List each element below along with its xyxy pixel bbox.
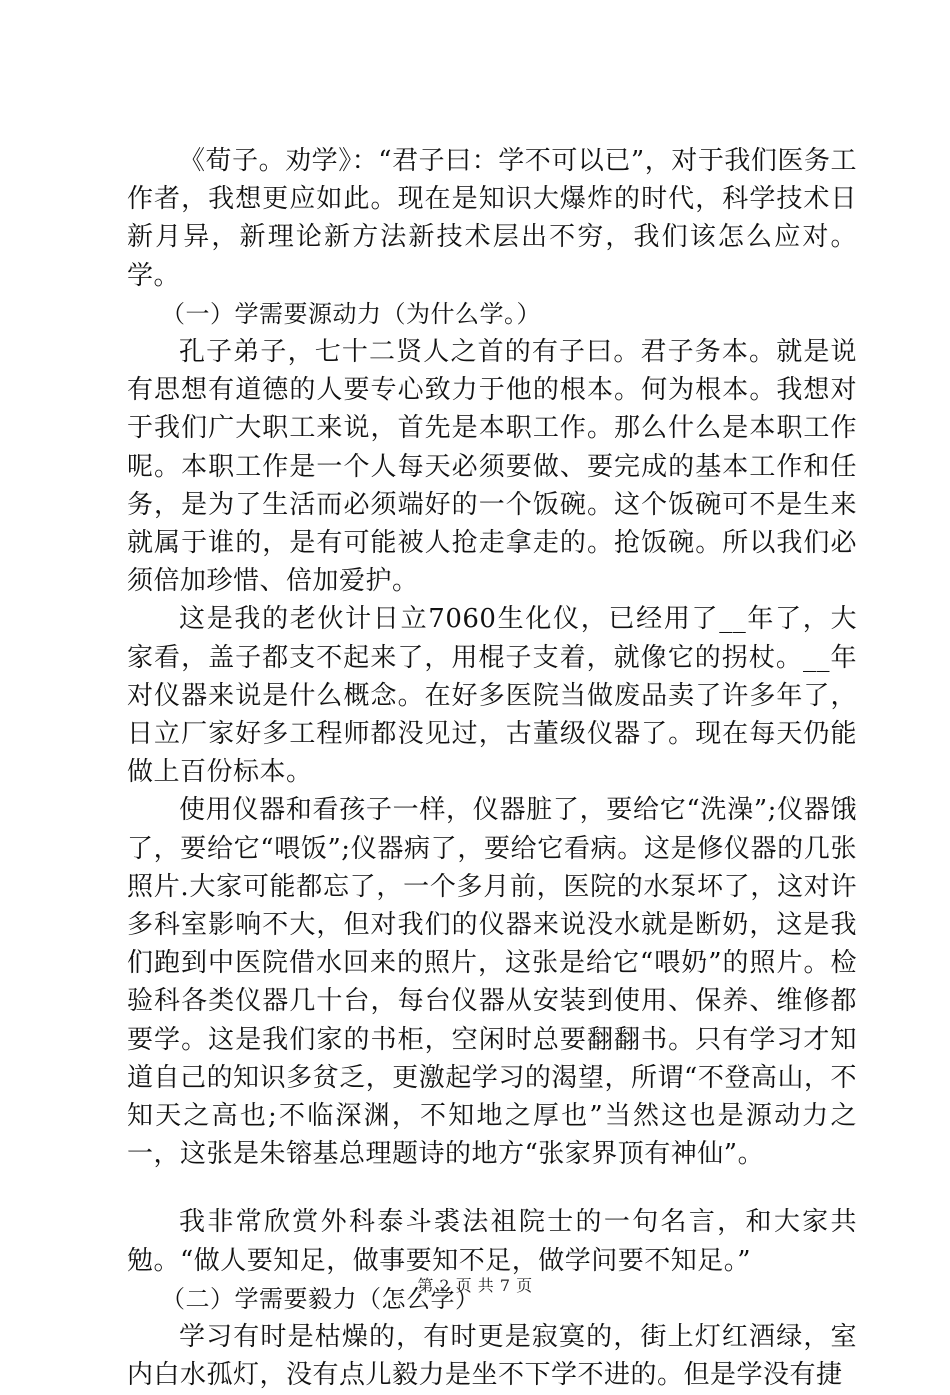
document-body — [127, 142, 857, 1395]
paragraph-instrument-care: 使用仪器和看孩子一样，仪器脏了，要给它“洗澡”;仪器饿了，要给它“喂饭”;仪器病了，要给它看病。这是修仪器的几张照片.大家可能都忘了，一个多月前，医院的水泵坏了，这对许多科室影响不大，但对我们的仪器来说没水就是断奶，这是我们跑到中医院借水回来的照片，这张是给它“喂奶”的照片。检验科各类仪器几十台，每台仪器从安装到使用、保养、维修都要学。这是我们家的书柜，空闲时总要翻翻书。只有学习才知道自己的知识多贫乏，更激起学习的渴望，所谓“不登高山，不知天之高也;不临深渊，不知地之厚也”当然这也是源动力之一，这张是朱镕基总理题诗的地方“张家界顶有神仙”。 — [127, 795, 857, 1170]
paragraph-spacer — [127, 1173, 857, 1203]
page-footer: 第 2 页 共 7 页 — [417, 1276, 533, 1295]
section-heading-2: （二）学需要毅力（怎么学） — [161, 1284, 480, 1313]
section-heading-1: （一）学需要源动力（为什么学。） — [161, 299, 541, 328]
paragraph-quote-xunzi: 《荀子。劝学》：“君子曰：学不可以已”，对于我们医务工作者，我想更应如此。现在是知识大爆炸的时代，科学技术日新月异，新理论新方法新技术层出不穷，我们该怎么应对。学。 — [127, 146, 857, 291]
paragraph-confucius: 孔子弟子，七十二贤人之首的有子曰。君子务本。就是说有思想有道德的人要专心致力于他的根本。何为根本。我想对于我们广大职工来说，首先是本职工作。那么什么是本职工作呢。本职工作是一个人每天必须要做、要完成的基本工作和任务，是为了生活而必须端好的一个饭碗。这个饭碗可不是生来就属于谁的，是有可能被人抢走拿走的。抢饭碗。所以我们必须倍加珍惜、倍加爱护。 — [127, 337, 857, 597]
paragraph-famous-quote: 我非常欣赏外科泰斗裘法祖院士的一句名言，和大家共勉。“做人要知足，做事要知不足，做学问要不知足。” — [127, 1207, 857, 1276]
paragraph-hitachi-analyzer: 这是我的老伙计日立7060生化仪，已经用了__年了，大家看，盖子都支不起来了，用棍子支着，就像它的拐杖。__年对仪器来说是什么概念。在好多医院当做废品卖了许多年了，日立厂家好多工程师都没见过，古董级仪器了。现在每天仍能做上百份标本。 — [127, 604, 857, 788]
paragraph-perseverance: 学习有时是枯燥的，有时更是寂寞的，街上灯红酒绿，室内白水孤灯，没有点儿毅力是坐不下学不进的。但是学没有捷 — [127, 1322, 857, 1391]
